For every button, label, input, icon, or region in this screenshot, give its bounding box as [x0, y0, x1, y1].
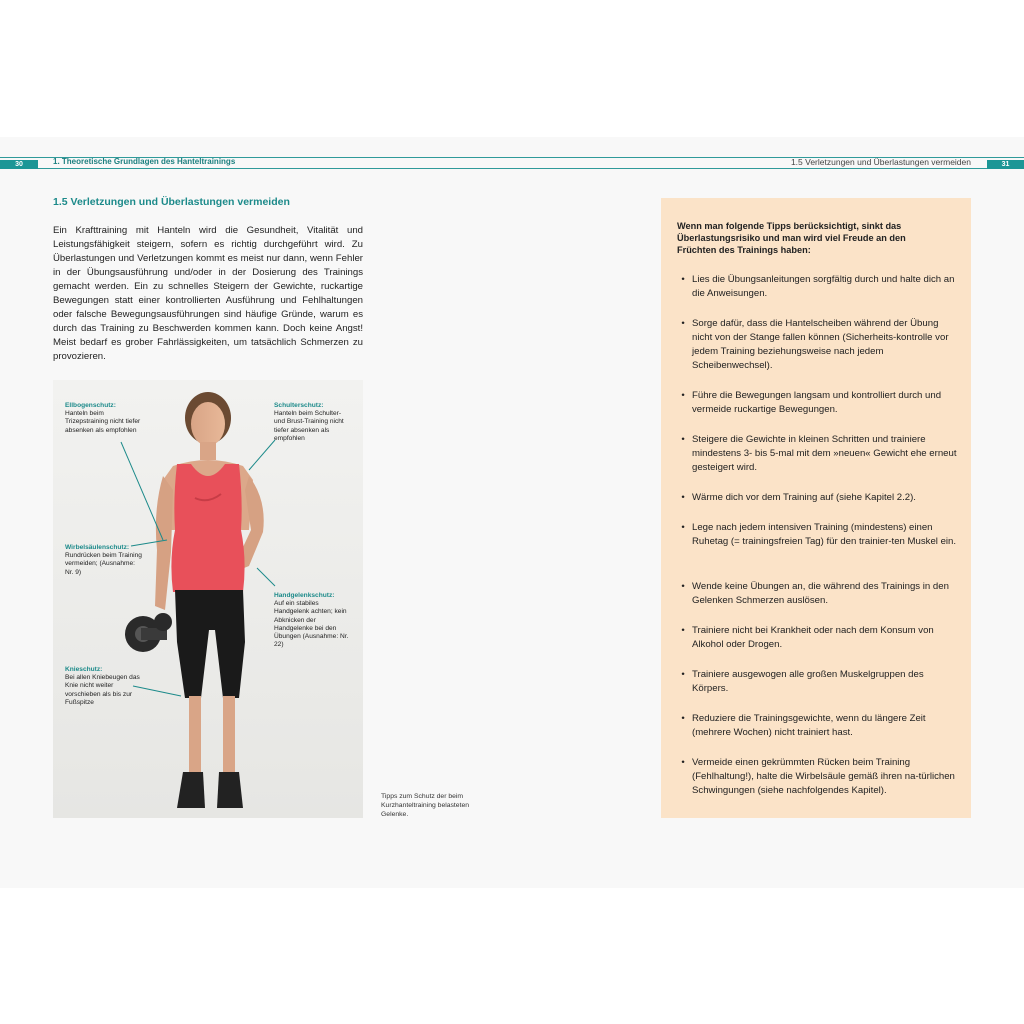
- tip-text: Trainiere ausgewogen alle großen Muskelgruppen des Körpers.: [692, 669, 924, 694]
- callout-wrist: [274, 592, 354, 649]
- bullet-icon: •: [681, 581, 685, 592]
- tip-text: Sorge dafür, dass die Hantelscheiben während der Übung nicht von der Stange fallen können (Sicherheits-kontrolle vor jedem Training beziehungsweise nach jedem Scheibenwechsel).: [692, 318, 949, 371]
- bullet-icon: •: [681, 318, 685, 329]
- bullet-icon: •: [681, 434, 685, 445]
- bullet-icon: •: [681, 713, 685, 724]
- body-paragraph: Ein Krafttraining mit Hanteln wird die Gesundheit, Vitalität und Leistungsfähigkeit steigern, sofern es richtig durchgeführt wird. Zu Überlastungen und Verletzungen kommt es meist nur dann, wenn Fehler in der Übungsausführung und/oder in der Dosierung des Trainings gemacht werden. Ein zu schnelles Steigern der Gewichte, ruckartige Bewegungen statt einer kontrollierten Ausführung und Fehlhaltungen oder falsche Bewegungsausführungen sind häufige Gründe, warum es durch das Training zu Beschwerden kommen kann. Doch keine Angst! Meist bedarf es grober Fahrlässigkeiten, um tatsächlich Schmerzen zu provozieren.: [53, 225, 363, 362]
- callout-knee: [65, 666, 145, 707]
- callout-spine: [65, 544, 145, 577]
- right-running-head: 1.5 Verletzungen und Überlastungen vermeiden: [790, 157, 971, 167]
- callout-knee-text: Bei allen Kniebeugen das Knie nicht weiter vorschieben als bis zur Fußspitze: [65, 674, 140, 706]
- bullet-icon: •: [681, 274, 685, 285]
- tip-text: Steigere die Gewichte in kleinen Schritten und trainiere mindestens 3- bis 5-mal mit dem »neuen« Gewicht ehe erneut gesteigert wird.: [692, 434, 957, 473]
- tip-text: Wärme dich vor dem Training auf (siehe Kapitel 2.2).: [692, 492, 916, 503]
- left-header-rule: [38, 168, 514, 169]
- left-page-number: 30: [0, 160, 38, 169]
- tip-text: Reduziere die Trainingsgewichte, wenn du längere Zeit (mehrere Wochen) nicht trainiert hast.: [692, 713, 926, 738]
- callout-spine-text: Rundrücken beim Training vermeiden; (Ausnahme: Nr. 9): [65, 552, 142, 576]
- bullet-icon: •: [681, 669, 685, 680]
- callout-wrist-text: Auf ein stabiles Handgelenk achten; kein Abknicken der Handgelenke bei den Übungen (Ausnahme: Nr. 22): [274, 600, 349, 649]
- tips-box: [661, 198, 971, 818]
- tip-text: Lege nach jedem intensiven Training (mindestens) einen Ruhetag (= trainingsfreien Tag) für den trainier-ten Muskel ein.: [692, 522, 957, 547]
- tips-intro: Wenn man folgende Tipps berücksichtigt, sinkt das Überlastungsrisiko und man wird viel Freude an den Früchten des Trainings haben:: [677, 221, 906, 255]
- bullet-icon: •: [681, 492, 685, 503]
- tip-text: Führe die Bewegungen langsam und kontrolliert durch und vermeide ruckartige Bewegungen.: [692, 390, 942, 415]
- callout-shoulder-text: Hanteln beim Schulter- und Brust-Training nicht tiefer absenken als empfohlen: [274, 410, 344, 442]
- callout-wrist-title: Handgelenkschutz:: [274, 592, 335, 599]
- callout-elbow-title: Ellbogenschutz:: [65, 402, 116, 409]
- right-page-number: 31: [987, 160, 1024, 169]
- tip-text: Lies die Übungsanleitungen sorgfältig durch und halte dich an die Anweisungen.: [692, 274, 955, 299]
- right-header-rule: [514, 168, 987, 169]
- bullet-icon: •: [681, 522, 685, 533]
- figure-caption: Tipps zum Schutz der beim Kurzhanteltraining belasteten Gelenke.: [381, 793, 470, 818]
- tip-text: Wende keine Übungen an, die während des Trainings in den Gelenken Schmerzen auslösen.: [692, 581, 949, 606]
- left-running-head: 1. Theoretische Grundlagen des Hanteltrainings: [53, 157, 236, 166]
- tip-text: Vermeide einen gekrümmten Rücken beim Training (Fehlhaltung!), halte die Wirbelsäule gemäß ihren na-türlichen Schwingungen (siehe nachfolgendes Kapitel).: [692, 757, 955, 796]
- callout-elbow-text: Hanteln beim Trizepstraining nicht tiefer absenken als empfohlen: [65, 410, 141, 434]
- bullet-icon: •: [681, 625, 685, 636]
- callout-shoulder-title: Schulterschutz:: [274, 402, 324, 409]
- figure-photo: [53, 380, 363, 818]
- callout-spine-title: Wirbelsäulenschutz:: [65, 544, 130, 551]
- bullet-icon: •: [681, 390, 685, 401]
- bullet-icon: •: [681, 757, 685, 768]
- tip-text: Trainiere nicht bei Krankheit oder nach dem Konsum von Alkohol oder Drogen.: [692, 625, 934, 650]
- callout-shoulder: [274, 402, 349, 443]
- callout-knee-title: Knieschutz:: [65, 666, 103, 673]
- callout-elbow: [65, 402, 145, 435]
- section-title: 1.5 Verletzungen und Überlastungen vermeiden: [53, 196, 290, 208]
